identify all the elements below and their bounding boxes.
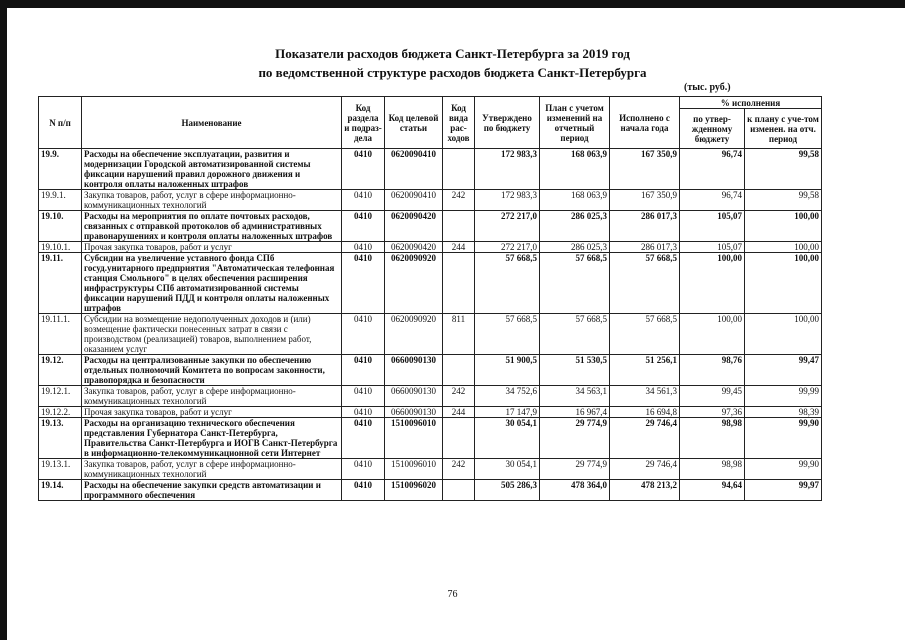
row-executed: 57 668,5 <box>610 314 680 355</box>
row-type-code <box>443 149 475 190</box>
row-type-code: 242 <box>443 190 475 211</box>
row-section-code: 0410 <box>342 253 385 314</box>
table-row <box>39 190 822 211</box>
page-number: 76 <box>447 589 458 600</box>
row-approved: 172 983,3 <box>475 190 540 211</box>
row-section-code: 0410 <box>342 418 385 459</box>
row-approved: 57 668,5 <box>475 253 540 314</box>
row-number: 19.11. <box>39 253 82 314</box>
row-plan: 57 668,5 <box>540 253 610 314</box>
row-executed: 286 017,3 <box>610 242 680 253</box>
row-name: Расходы на мероприятия по оплате почтовых расходов, связанных с отправкой протоколов об административных правонарушениях и контроля оплаты наложенных штрафов <box>82 211 342 242</box>
table-row <box>39 211 822 242</box>
table-body <box>39 149 822 501</box>
row-name: Субсидии на увеличение уставного фонда СПб госуд.унитарного предприятия "Автоматическая телефонная станция Смольного" в целях обеспечения расширения инфраструктуры СПб автоматизированной системы фиксации нарушений ПДД и контроля оплаты наложенных штрафов <box>82 253 342 314</box>
row-name: Прочая закупка товаров, работ и услуг <box>82 242 342 253</box>
row-name: Расходы на обеспечение эксплуатации, развития и модернизации Городской автоматизированной системы фиксации нарушений правил дорожного движения и контроля оплаты наложенных штрафов <box>82 149 342 190</box>
scan-left-border <box>0 0 7 640</box>
row-executed: 286 017,3 <box>610 211 680 242</box>
row-pct-approved: 99,45 <box>680 386 745 407</box>
row-approved: 17 147,9 <box>475 407 540 418</box>
row-section-code: 0410 <box>342 190 385 211</box>
row-type-code: 242 <box>443 459 475 480</box>
row-type-code <box>443 211 475 242</box>
row-pct-plan: 99,47 <box>745 355 822 386</box>
row-type-code <box>443 253 475 314</box>
row-plan: 29 774,9 <box>540 418 610 459</box>
row-executed: 167 350,9 <box>610 149 680 190</box>
row-plan: 286 025,3 <box>540 242 610 253</box>
row-pct-plan: 99,90 <box>745 459 822 480</box>
row-section-code: 0410 <box>342 211 385 242</box>
row-target-code: 1510096020 <box>385 480 443 501</box>
row-type-code <box>443 355 475 386</box>
report-title-line2: по ведомственной структуре расходов бюджета Санкт-Петербурга <box>258 65 647 80</box>
row-name: Закупка товаров, работ, услуг в сфере информационно-коммуникационных технологий <box>82 190 342 211</box>
row-number: 19.9.1. <box>39 190 82 211</box>
row-plan: 286 025,3 <box>540 211 610 242</box>
row-executed: 51 256,1 <box>610 355 680 386</box>
table-row <box>39 480 822 501</box>
row-plan: 57 668,5 <box>540 314 610 355</box>
row-type-code: 811 <box>443 314 475 355</box>
row-pct-plan: 100,00 <box>745 242 822 253</box>
header-type-code: Код вида рас-ходов <box>443 97 475 149</box>
row-pct-plan: 99,58 <box>745 190 822 211</box>
row-pct-plan: 99,99 <box>745 386 822 407</box>
row-pct-approved: 100,00 <box>680 253 745 314</box>
row-pct-plan: 100,00 <box>745 314 822 355</box>
row-executed: 478 213,2 <box>610 480 680 501</box>
row-pct-approved: 96,74 <box>680 190 745 211</box>
header-section-code: Код раздела и подраз-дела <box>342 97 385 149</box>
row-section-code: 0410 <box>342 386 385 407</box>
report-title-line1: Показатели расходов бюджета Санкт-Петербурга за 2019 год <box>275 46 630 61</box>
row-executed: 34 561,3 <box>610 386 680 407</box>
row-approved: 505 286,3 <box>475 480 540 501</box>
row-approved: 51 900,5 <box>475 355 540 386</box>
row-type-code: 244 <box>443 407 475 418</box>
row-target-code: 1510096010 <box>385 418 443 459</box>
row-pct-plan: 99,97 <box>745 480 822 501</box>
row-target-code: 0620090920 <box>385 314 443 355</box>
row-approved: 272 217,0 <box>475 242 540 253</box>
row-target-code: 1510096010 <box>385 459 443 480</box>
row-pct-plan: 99,90 <box>745 418 822 459</box>
row-number: 19.12. <box>39 355 82 386</box>
scan-top-border <box>0 0 905 8</box>
table-row <box>39 314 822 355</box>
row-target-code: 0620090410 <box>385 190 443 211</box>
row-pct-approved: 105,07 <box>680 242 745 253</box>
header-pct-plan: к плану с уче-том изменен. на отч. период <box>745 109 822 149</box>
row-executed: 29 746,4 <box>610 459 680 480</box>
row-name: Расходы на организацию технического обеспечения представления Губернатора Санкт-Петербурга, Правительства Санкт-Петербурга и ИОГВ Санкт-Петербурга в информационно-телекоммуникационной сети Интернет <box>82 418 342 459</box>
table-row <box>39 418 822 459</box>
table-row <box>39 149 822 190</box>
row-plan: 34 563,1 <box>540 386 610 407</box>
row-name: Субсидии на возмещение недополученных доходов и (или) возмещение фактически понесенных затрат в связи с производством (реализацией) товаров, выполнением работ, оказанием услуг <box>82 314 342 355</box>
row-approved: 34 752,6 <box>475 386 540 407</box>
row-type-code <box>443 480 475 501</box>
header-plan: План с учетом изменений на отчетный период <box>540 97 610 149</box>
row-pct-approved: 98,98 <box>680 459 745 480</box>
row-target-code: 0660090130 <box>385 386 443 407</box>
row-pct-plan: 98,39 <box>745 407 822 418</box>
row-target-code: 0620090920 <box>385 253 443 314</box>
row-section-code: 0410 <box>342 480 385 501</box>
row-executed: 167 350,9 <box>610 190 680 211</box>
row-approved: 172 983,3 <box>475 149 540 190</box>
table-row <box>39 407 822 418</box>
row-number: 19.12.1. <box>39 386 82 407</box>
header-target-code: Код целевой статьи <box>385 97 443 149</box>
row-pct-approved: 100,00 <box>680 314 745 355</box>
table-row <box>39 355 822 386</box>
table-row <box>39 459 822 480</box>
row-target-code: 0660090130 <box>385 355 443 386</box>
row-type-code: 244 <box>443 242 475 253</box>
row-executed: 16 694,8 <box>610 407 680 418</box>
row-number: 19.10.1. <box>39 242 82 253</box>
table-row <box>39 242 822 253</box>
row-section-code: 0410 <box>342 149 385 190</box>
row-approved: 30 054,1 <box>475 459 540 480</box>
row-number: 19.12.2. <box>39 407 82 418</box>
header-approved: Утверждено по бюджету <box>475 97 540 149</box>
table-row <box>39 386 822 407</box>
row-name: Закупка товаров, работ, услуг в сфере информационно-коммуникационных технологий <box>82 459 342 480</box>
row-number: 19.13. <box>39 418 82 459</box>
unit-label: (тыс. руб.) <box>684 82 731 93</box>
row-number: 19.10. <box>39 211 82 242</box>
header-name: Наименование <box>82 97 342 149</box>
row-approved: 30 054,1 <box>475 418 540 459</box>
row-pct-plan: 100,00 <box>745 253 822 314</box>
row-section-code: 0410 <box>342 242 385 253</box>
header-pct-approved: по утвер-жденному бюджету <box>680 109 745 149</box>
row-plan: 29 774,9 <box>540 459 610 480</box>
row-pct-approved: 98,98 <box>680 418 745 459</box>
row-target-code: 0620090420 <box>385 242 443 253</box>
row-approved: 57 668,5 <box>475 314 540 355</box>
row-number: 19.13.1. <box>39 459 82 480</box>
row-type-code <box>443 418 475 459</box>
row-target-code: 0660090130 <box>385 407 443 418</box>
row-plan: 478 364,0 <box>540 480 610 501</box>
row-target-code: 0620090420 <box>385 211 443 242</box>
row-section-code: 0410 <box>342 314 385 355</box>
row-pct-approved: 94,64 <box>680 480 745 501</box>
row-type-code: 242 <box>443 386 475 407</box>
row-executed: 29 746,4 <box>610 418 680 459</box>
row-pct-approved: 96,74 <box>680 149 745 190</box>
row-section-code: 0410 <box>342 459 385 480</box>
row-name: Расходы на централизованные закупки по обеспечению отдельных полномочий Комитета по вопросам законности, правопорядка и безопасности <box>82 355 342 386</box>
row-approved: 272 217,0 <box>475 211 540 242</box>
row-plan: 51 530,5 <box>540 355 610 386</box>
row-pct-approved: 98,76 <box>680 355 745 386</box>
budget-table <box>38 96 822 501</box>
row-plan: 16 967,4 <box>540 407 610 418</box>
table-row <box>39 253 822 314</box>
row-target-code: 0620090410 <box>385 149 443 190</box>
row-pct-plan: 100,00 <box>745 211 822 242</box>
row-number: 19.9. <box>39 149 82 190</box>
row-plan: 168 063,9 <box>540 190 610 211</box>
row-section-code: 0410 <box>342 355 385 386</box>
row-section-code: 0410 <box>342 407 385 418</box>
row-pct-approved: 105,07 <box>680 211 745 242</box>
header-executed: Исполнено с начала года <box>610 97 680 149</box>
row-number: 19.14. <box>39 480 82 501</box>
row-name: Прочая закупка товаров, работ и услуг <box>82 407 342 418</box>
row-name: Расходы на обеспечение закупки средств автоматизации и программного обеспечения <box>82 480 342 501</box>
row-name: Закупка товаров, работ, услуг в сфере информационно-коммуникационных технологий <box>82 386 342 407</box>
row-plan: 168 063,9 <box>540 149 610 190</box>
row-pct-approved: 97,36 <box>680 407 745 418</box>
row-executed: 57 668,5 <box>610 253 680 314</box>
header-num: N п/п <box>39 97 82 149</box>
row-pct-plan: 99,58 <box>745 149 822 190</box>
row-number: 19.11.1. <box>39 314 82 355</box>
header-pct-group: % исполнения <box>680 97 822 109</box>
